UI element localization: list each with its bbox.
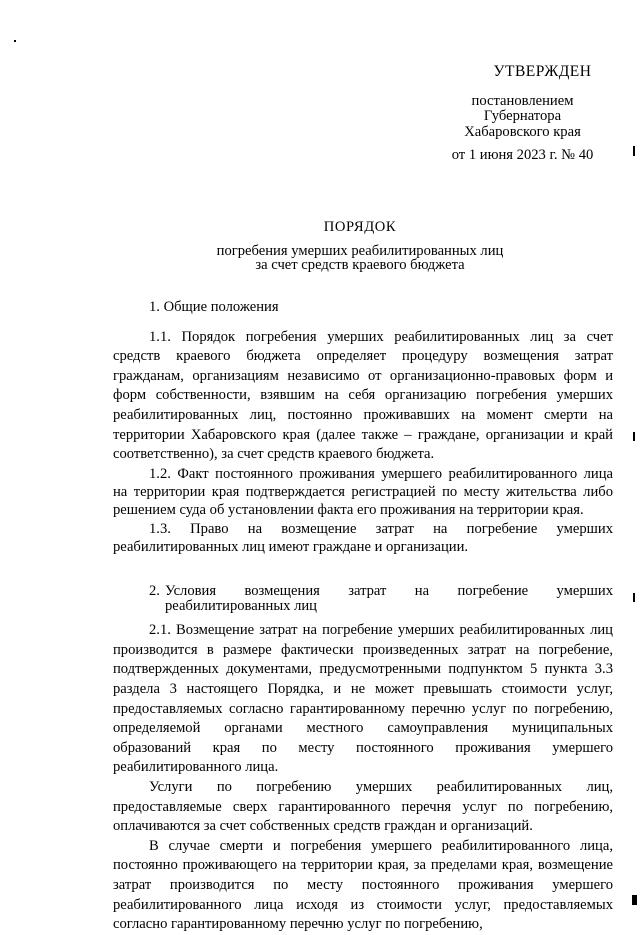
paragraph-1-2: 1.2. Факт постоянного проживания умершего реабилитированного лица на территории края подтверждается регистрацией по месту жительства либо решением суда об установлении факта его проживания на территории края. (113, 465, 613, 519)
approval-line-1: постановлением (471, 92, 574, 109)
paragraph-1-3: 1.3. Право на возмещение затрат на погребение умерших реабилитированных лиц имеют граждане и организации. (113, 520, 613, 555)
scan-mark (14, 40, 16, 42)
scan-mark (633, 146, 635, 156)
approval-stamp (430, 62, 615, 164)
section-2-number: 2. (149, 583, 160, 600)
section-2-heading-word: возмещения (244, 583, 320, 600)
scan-mark (633, 432, 635, 441)
section-2-heading-line-2: реабилитированных лиц (165, 597, 317, 614)
section-2-heading-word: затрат (348, 583, 387, 600)
scan-mark (633, 593, 635, 602)
section-2-heading-word: умерших (556, 583, 613, 600)
approval-line-2: Губернатора (483, 108, 562, 125)
section-2-heading-word: Условия (165, 583, 217, 600)
paragraph-2-1-death-outside: В случае смерти и погребения умершего реабилитированного лица, постоянно проживающего на территории края, за пределами края, возмещение затрат производится по месту постоянного проживания умершего реабилитированного лица исходя из стоимости услуг, предоставляемых согласно гарантированному перечню услуг по погребению, (113, 837, 613, 933)
document-subtitle-2: за счет средств краевого бюджета (255, 257, 465, 274)
section-2-heading-word: погребение (457, 583, 529, 600)
document-title: ПОРЯДОК (323, 219, 397, 235)
section-2-heading (113, 584, 613, 613)
approval-line-3: Хабаровского края (464, 123, 581, 140)
document-subtitle-1: погребения умерших реабилитированных лиц (216, 242, 504, 259)
section-2-heading-word: на (414, 583, 430, 600)
paragraph-1-1: 1.1. Порядок погребения умерших реабилитированных лиц за счет средств краевого бюджета определяет процедуру возмещения затрат гражданам, организациям независимо от организационно-правовых форм и форм собственности, взявшим на себя организацию погребения умерших реабилитированных лиц, постоянно проживавших на момент смерти на территории Хабаровского края (далее также – граждане, организации и край соответственно), за счет средств краевого бюджета. (113, 328, 613, 463)
approval-title: УТВЕРЖДЕН (493, 63, 592, 80)
paragraph-2-1: 2.1. Возмещение затрат на погребение умерших реабилитированных лиц производится в размере фактически произведенных затрат на погребение, подтвержденных документами, предусмотренными подпунктом 5 пункта 3.3 раздела 3 настоящего Порядка, и не может превышать стоимости услуг, предоставляемых согласно гарантированному перечню услуг по погребению, определяемой органами местного самоуправления муниципальных образований края по месту постоянного проживания умершего реабилитированного лица. (113, 622, 613, 776)
document-body (113, 298, 613, 935)
scan-mark (632, 895, 637, 905)
section-1-heading: 1. Общие положения (149, 299, 279, 315)
approval-date: от 1 июня 2023 г. № 40 (451, 147, 594, 164)
paragraph-2-1-services: Услуги по погребению умерших реабилитированных лиц, предоставляемые сверх гарантированного перечня услуг по погребению, оплачиваются за счет собственных средств граждан и организаций. (113, 778, 613, 835)
document-title-block (120, 218, 600, 273)
